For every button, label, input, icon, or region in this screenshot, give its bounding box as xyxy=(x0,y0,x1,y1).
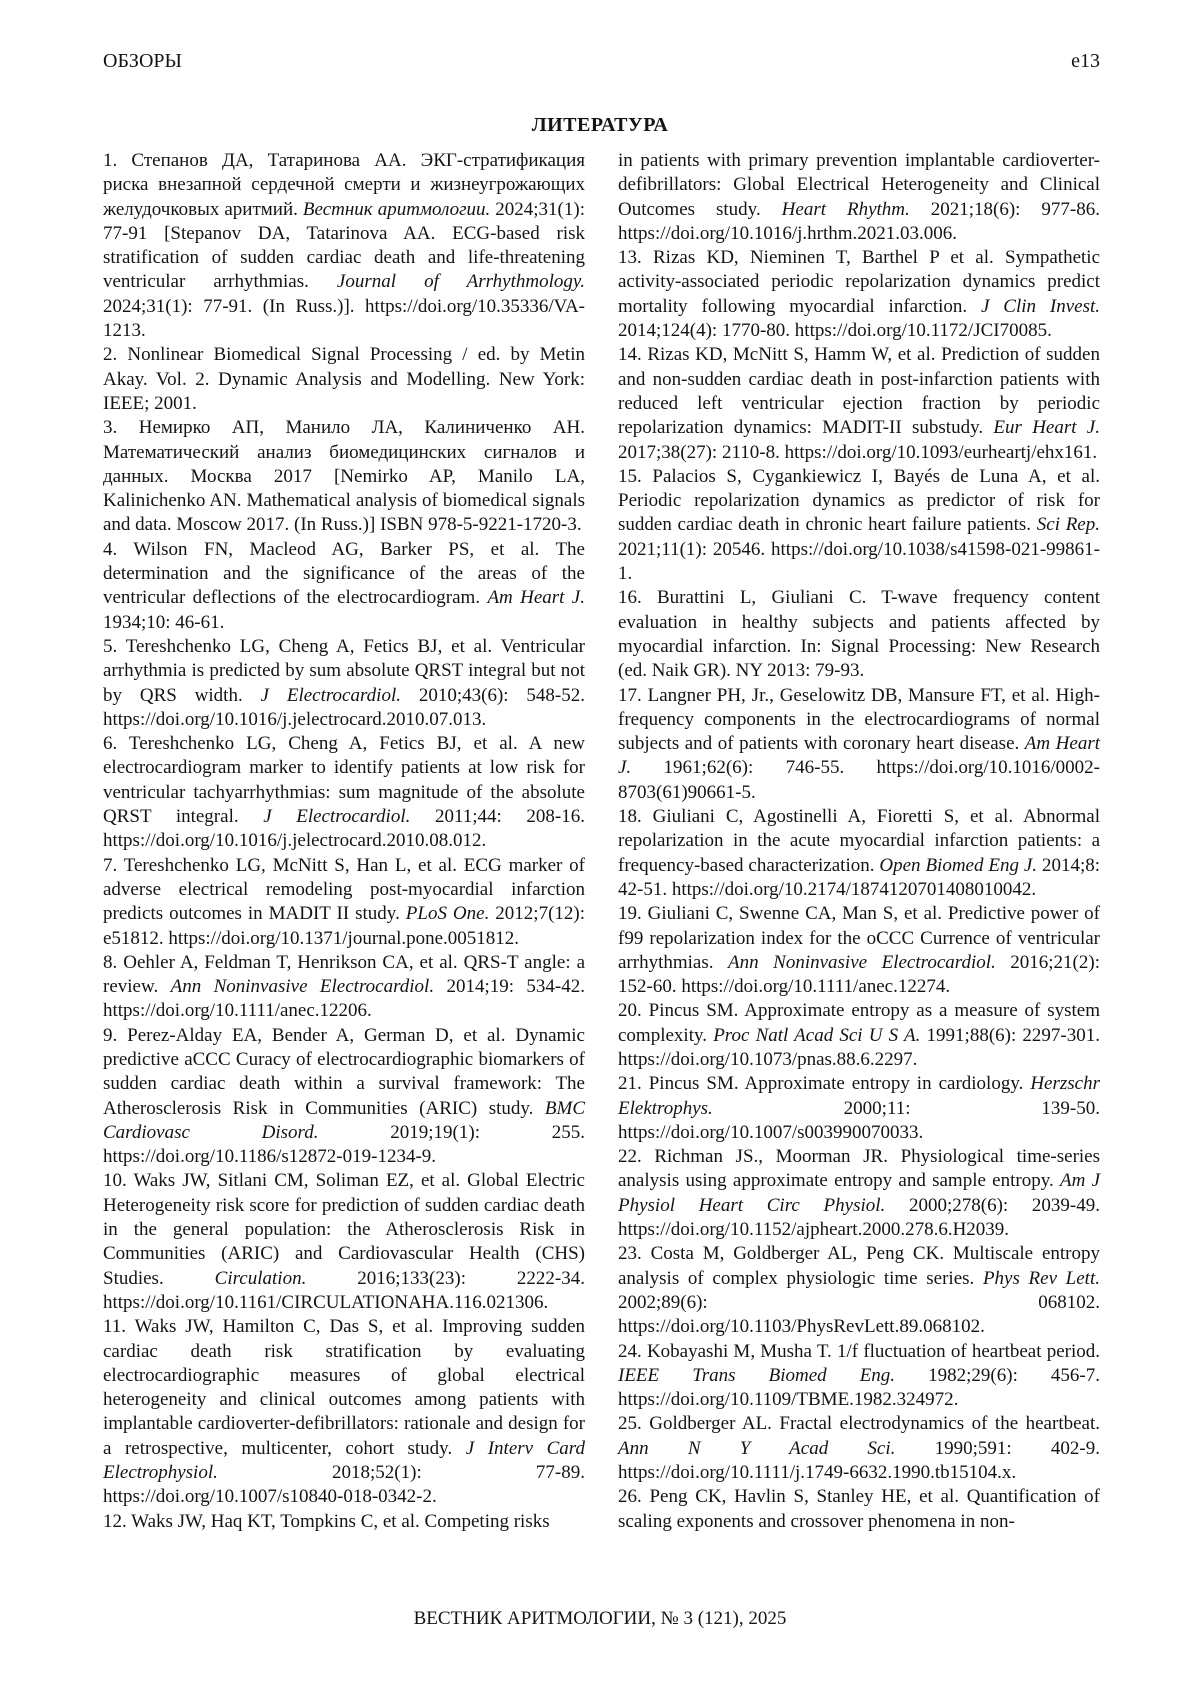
reference-text: 2014;19: 534-42. https://doi.org/10.1111/anec.12206. xyxy=(103,976,585,1022)
reference-text: 14. Rizas KD, McNitt S, Hamm W, et al. Prediction of sudden and non-sudden cardiac death in post-infarction patients with reduced left ventricular ejection fraction by periodic repolarization dynamics: MADIT-II substudy. xyxy=(618,344,1100,439)
reference-text: 3. Немирко АП, Манило ЛА, Калиниченко АН. Математический анализ биомедицинских сигналов и данных. Москва 2017 [Nemirko AP, Manilo LA, Kalinichenko AN. Mathematical analysis of biomedical signals and data. Moscow 2017. (In Russ.)] ISBN 978-5-9221-1720-3. xyxy=(103,417,585,536)
journal-title-italic: Ann Noninvasive Electrocardiol. xyxy=(728,951,996,973)
journal-title-italic: Eur Heart J. xyxy=(993,417,1100,439)
reference-item xyxy=(103,1510,585,1534)
reference-item xyxy=(618,1145,1100,1242)
running-head: ОБЗОРЫ xyxy=(103,50,182,72)
reference-text: 16. Burattini L, Giuliani C. T-wave frequency content evaluation in healthy subjects and patients affected by myocardial infarction. In: Signal Processing: New Research (ed. Naik GR). NY 2013: 79-93. xyxy=(618,587,1100,682)
reference-item xyxy=(103,635,585,732)
reference-text: 15. Palacios S, Cygankiewicz I, Bayés de Luna A, et al. Periodic repolarization dynamics as predictor of risk for sudden cardiac death in chronic heart failure patients. xyxy=(618,465,1100,536)
reference-text: 2002;89(6): 068102. https://doi.org/10.1103/PhysRevLett.89.068102. xyxy=(618,1291,1100,1338)
reference-text: 6. Tereshchenko LG, Cheng A, Fetics BJ, et al. A new electrocardiogram marker to identify patients at low risk for ventricular tachyarrhythmias: sum magnitude of the absolute QRST integral. xyxy=(103,733,585,828)
reference-text: in patients with primary prevention implantable cardioverter-defibrillators: Global Electrical Heterogeneity and Clinical Outcomes study. xyxy=(618,150,1100,220)
reference-text: 13. Rizas KD, Nieminen T, Barthel P et al. Sympathetic activity-associated periodic repolarization dynamics predict mortality following myocardial infarction. xyxy=(618,247,1100,317)
reference-text: 2018;52(1): 77-89. https://doi.org/10.1007/s10840-018-0342-2. xyxy=(103,1462,585,1508)
reference-item xyxy=(618,586,1100,683)
reference-item xyxy=(103,1169,585,1315)
reference-item xyxy=(103,854,585,951)
reference-text: 25. Goldberger AL. Fractal electrodynamics of the heartbeat. xyxy=(618,1413,1100,1435)
page-header xyxy=(103,50,1100,73)
reference-text: 11. Waks JW, Hamilton C, Das S, et al. Improving sudden cardiac death risk stratification by evaluating electrocardiographic measures of global electrical heterogeneity and clinical outcomes among patients with implantable cardioverter-defibrillators: rationale and design for a retrospective, multicenter, cohort study. xyxy=(103,1316,585,1459)
reference-text: 9. Perez-Alday EA, Bender A, German D, et al. Dynamic predictive aCCC Curacy of electrocardiographic biomarkers of sudden cardiac death within a survival framework: The Atherosclerosis Risk in Communities (ARIC) study. xyxy=(103,1024,585,1119)
reference-item xyxy=(618,343,1100,464)
journal-title-italic: Am J Physiol Heart Circ Physiol. xyxy=(618,1170,1100,1216)
reference-item xyxy=(103,149,585,343)
reference-text: 2010;43(6): 548-52. https://doi.org/10.1016/j.jelectrocard.2010.07.013. xyxy=(103,684,585,730)
journal-title-italic: Am Heart J. xyxy=(487,587,585,609)
reference-text: 20. Pincus SM. Approximate entropy as a measure of system complexity. xyxy=(618,1000,1100,1046)
reference-text: 8. Oehler A, Feldman T, Henrikson CA, et al. QRS-T angle: a review. xyxy=(103,951,585,998)
reference-text: 1982;29(6): 456-7. https://doi.org/10.1109/TBME.1982.324972. xyxy=(618,1364,1100,1411)
reference-text: 2024;31(1): 77-91. (In Russ.)]. https://doi.org/10.35336/VA-1213. xyxy=(103,295,585,342)
journal-title-italic: J Electrocardiol. xyxy=(260,684,401,706)
reference-text: 1934;10: 46-61. xyxy=(103,611,225,633)
reference-text: 2024;31(1): 77-91 [Stepanov DA, Tatarinova AA. ECG-based risk stratification of sudden cardiac death and life-threatening ventricular arrhythmias. xyxy=(103,198,585,293)
reference-text: 2011;44: 208-16. https://doi.org/10.1016/j.jelectrocard.2010.08.012. xyxy=(103,806,585,852)
reference-text: 2016;21(2): 152-60. https://doi.org/10.1111/anec.12274. xyxy=(618,951,1100,998)
journal-title-italic: PLoS One. xyxy=(405,903,490,925)
reference-item xyxy=(618,805,1100,902)
journal-footer: ВЕСТНИК АРИТМОЛОГИИ, № 3 (121), 2025 xyxy=(413,1608,787,1629)
reference-item xyxy=(103,951,585,1024)
reference-item xyxy=(618,902,1100,999)
reference-text: 4. Wilson FN, Macleod AG, Barker PS, et al. The determination and the significance of the areas of the ventricular deflections of the electrocardiogram. xyxy=(103,538,585,609)
journal-title-italic: Phys Rev Lett. xyxy=(982,1267,1100,1289)
reference-text: 2014;8: 42-51. https://doi.org/10.2174/1874120701408010042. xyxy=(618,854,1101,900)
reference-text: 10. Waks JW, Sitlani CM, Soliman EZ, et al. Global Electric Heterogeneity risk score for prediction of sudden cardiac death in the general population: the Atherosclerosis Risk in Communities (ARIC) and Cardiovascular Health (CHS) Studies. xyxy=(103,1170,585,1289)
journal-title-italic: Вестник аритмологии. xyxy=(302,198,491,220)
reference-columns xyxy=(103,149,1100,1534)
section-title: ЛИТЕРАТУРА xyxy=(531,114,669,136)
reference-text: 24. Kobayashi M, Musha T. 1/f fluctuation of heartbeat period. xyxy=(618,1340,1100,1362)
reference-item xyxy=(103,538,585,635)
page-number: e13 xyxy=(1071,50,1100,72)
reference-item xyxy=(618,684,1100,805)
reference-text: 1961;62(6): 746-55. https://doi.org/10.1016/0002-8703(61)90661-5. xyxy=(618,757,1100,803)
reference-text: 26. Peng CK, Havlin S, Stanley HE, et al. Quantification of scaling exponents and crossover phenomena in non- xyxy=(618,1486,1100,1532)
journal-title-italic: Circulation. xyxy=(214,1267,307,1289)
reference-text: 2014;124(4): 1770-80. https://doi.org/10.1172/JCI70085. xyxy=(618,320,1052,342)
reference-item xyxy=(618,999,1100,1072)
reference-item xyxy=(618,1340,1100,1413)
reference-text: 2021;18(6): 977-86. https://doi.org/10.1016/j.hrthm.2021.03.006. xyxy=(618,198,1100,244)
reference-text: 21. Pincus SM. Approximate entropy in cardiology. xyxy=(618,1073,1031,1095)
reference-text: 5. Tereshchenko LG, Cheng A, Fetics BJ, et al. Ventricular arrhythmia is predicted by sum absolute QRST integral but not by QRS width. xyxy=(103,635,585,706)
journal-title-italic: J Clin Invest. xyxy=(981,295,1100,317)
reference-item xyxy=(618,149,1100,246)
reference-item xyxy=(618,1412,1100,1485)
reference-item xyxy=(103,732,585,853)
reference-text: 1991;88(6): 2297-301. https://doi.org/10.1073/pnas.88.6.2297. xyxy=(618,1024,1101,1070)
reference-item xyxy=(618,1072,1100,1145)
journal-title-italic: Heart Rhythm. xyxy=(781,198,910,220)
journal-title-italic: Proc Natl Acad Sci U S A. xyxy=(713,1024,921,1046)
reference-item xyxy=(103,343,585,416)
reference-item xyxy=(618,1485,1100,1534)
reference-text: 2016;133(23): 2222-34. https://doi.org/10.1161/CIRCULATIONAHA.116.021306. xyxy=(103,1267,586,1313)
reference-text: 7. Tereshchenko LG, McNitt S, Han L, et al. ECG marker of adverse electrical remodeling post-myocardial infarction predicts outcomes in MADIT II study. xyxy=(103,854,585,925)
reference-text: 2012;7(12): e51812. https://doi.org/10.1371/journal.pone.0051812. xyxy=(103,903,586,949)
reference-text: 23. Costa M, Goldberger AL, Peng CK. Multiscale entropy analysis of complex physiologic time series. xyxy=(618,1243,1100,1289)
reference-text: 22. Richman JS., Moorman JR. Physiological time-series analysis using approximate entropy and sample entropy. xyxy=(618,1146,1100,1192)
reference-text: 1990;591: 402-9. https://doi.org/10.1111/j.1749-6632.1990.tb15104.x. xyxy=(618,1437,1100,1484)
journal-title-italic: Am Heart J. xyxy=(618,733,1100,779)
journal-title-italic: IEEE Trans Biomed Eng. xyxy=(618,1364,896,1386)
right-column xyxy=(618,149,1100,1534)
reference-item xyxy=(618,246,1100,343)
journal-title-italic: Ann Noninvasive Electrocardiol. xyxy=(170,976,435,998)
reference-text: 2021;11(1): 20546. https://doi.org/10.1038/s41598-021-99861-1. xyxy=(618,538,1100,585)
reference-text: 2017;38(27): 2110-8. https://doi.org/10.1093/eurheartj/ehx161. xyxy=(618,441,1098,463)
journal-title-italic: Open Biomed Eng J. xyxy=(879,854,1038,876)
reference-text: 18. Giuliani C, Agostinelli A, Fioretti S, et al. Abnormal repolarization in the acute myocardial infarction patients: a frequency-based characterization. xyxy=(618,806,1100,876)
journal-title-italic: BMC Cardiovasc Disord. xyxy=(103,1097,585,1143)
journal-title-italic: Ann N Y Acad Sci. xyxy=(618,1437,896,1459)
journal-title-italic: J Electrocardiol. xyxy=(263,806,411,828)
reference-text: 2019;19(1): 255. https://doi.org/10.1186/s12872-019-1234-9. xyxy=(103,1121,585,1168)
reference-item xyxy=(103,1315,585,1509)
reference-item xyxy=(618,1242,1100,1339)
journal-title-italic: Herzschr Elektrophys. xyxy=(618,1073,1100,1119)
journal-title-italic: Sci Rep. xyxy=(1036,514,1100,536)
reference-item xyxy=(618,465,1100,586)
reference-text: 12. Waks JW, Haq KT, Tompkins C, et al. Competing risks xyxy=(103,1510,550,1532)
reference-text: 19. Giuliani C, Swenne CA, Man S, et al. Predictive power of f99 repolarization index for the oCCC Currence of ventricular arrhythmias. xyxy=(618,903,1100,973)
reference-item xyxy=(103,1024,585,1170)
journal-title-italic: J Interv Card Electrophysiol. xyxy=(103,1437,585,1484)
journal-title-italic: Journal of Arrhythmology. xyxy=(336,271,585,293)
reference-text: 2. Nonlinear Biomedical Signal Processing / ed. by Metin Akay. Vol. 2. Dynamic Analysis and Modelling. New York: IEEE; 2001. xyxy=(103,344,585,414)
reference-text: 17. Langner PH, Jr., Geselowitz DB, Mansure FT, et al. High-frequency components in the electrocardiograms of normal subjects and of patients with coronary heart disease. xyxy=(618,684,1100,755)
reference-text: 2000;278(6): 2039-49. https://doi.org/10.1152/ajpheart.2000.278.6.H2039. xyxy=(618,1194,1100,1241)
reference-text: 1. Степанов ДА, Татаринова АА. ЭКГ-стратификация риска внезапной сердечной смерти и жизнеугрожающих желудочковых аритмий. xyxy=(103,150,585,220)
left-column xyxy=(103,149,585,1534)
reference-text: 2000;11: 139-50. https://doi.org/10.1007/s003990070033. xyxy=(618,1097,1100,1143)
reference-item xyxy=(103,416,585,537)
